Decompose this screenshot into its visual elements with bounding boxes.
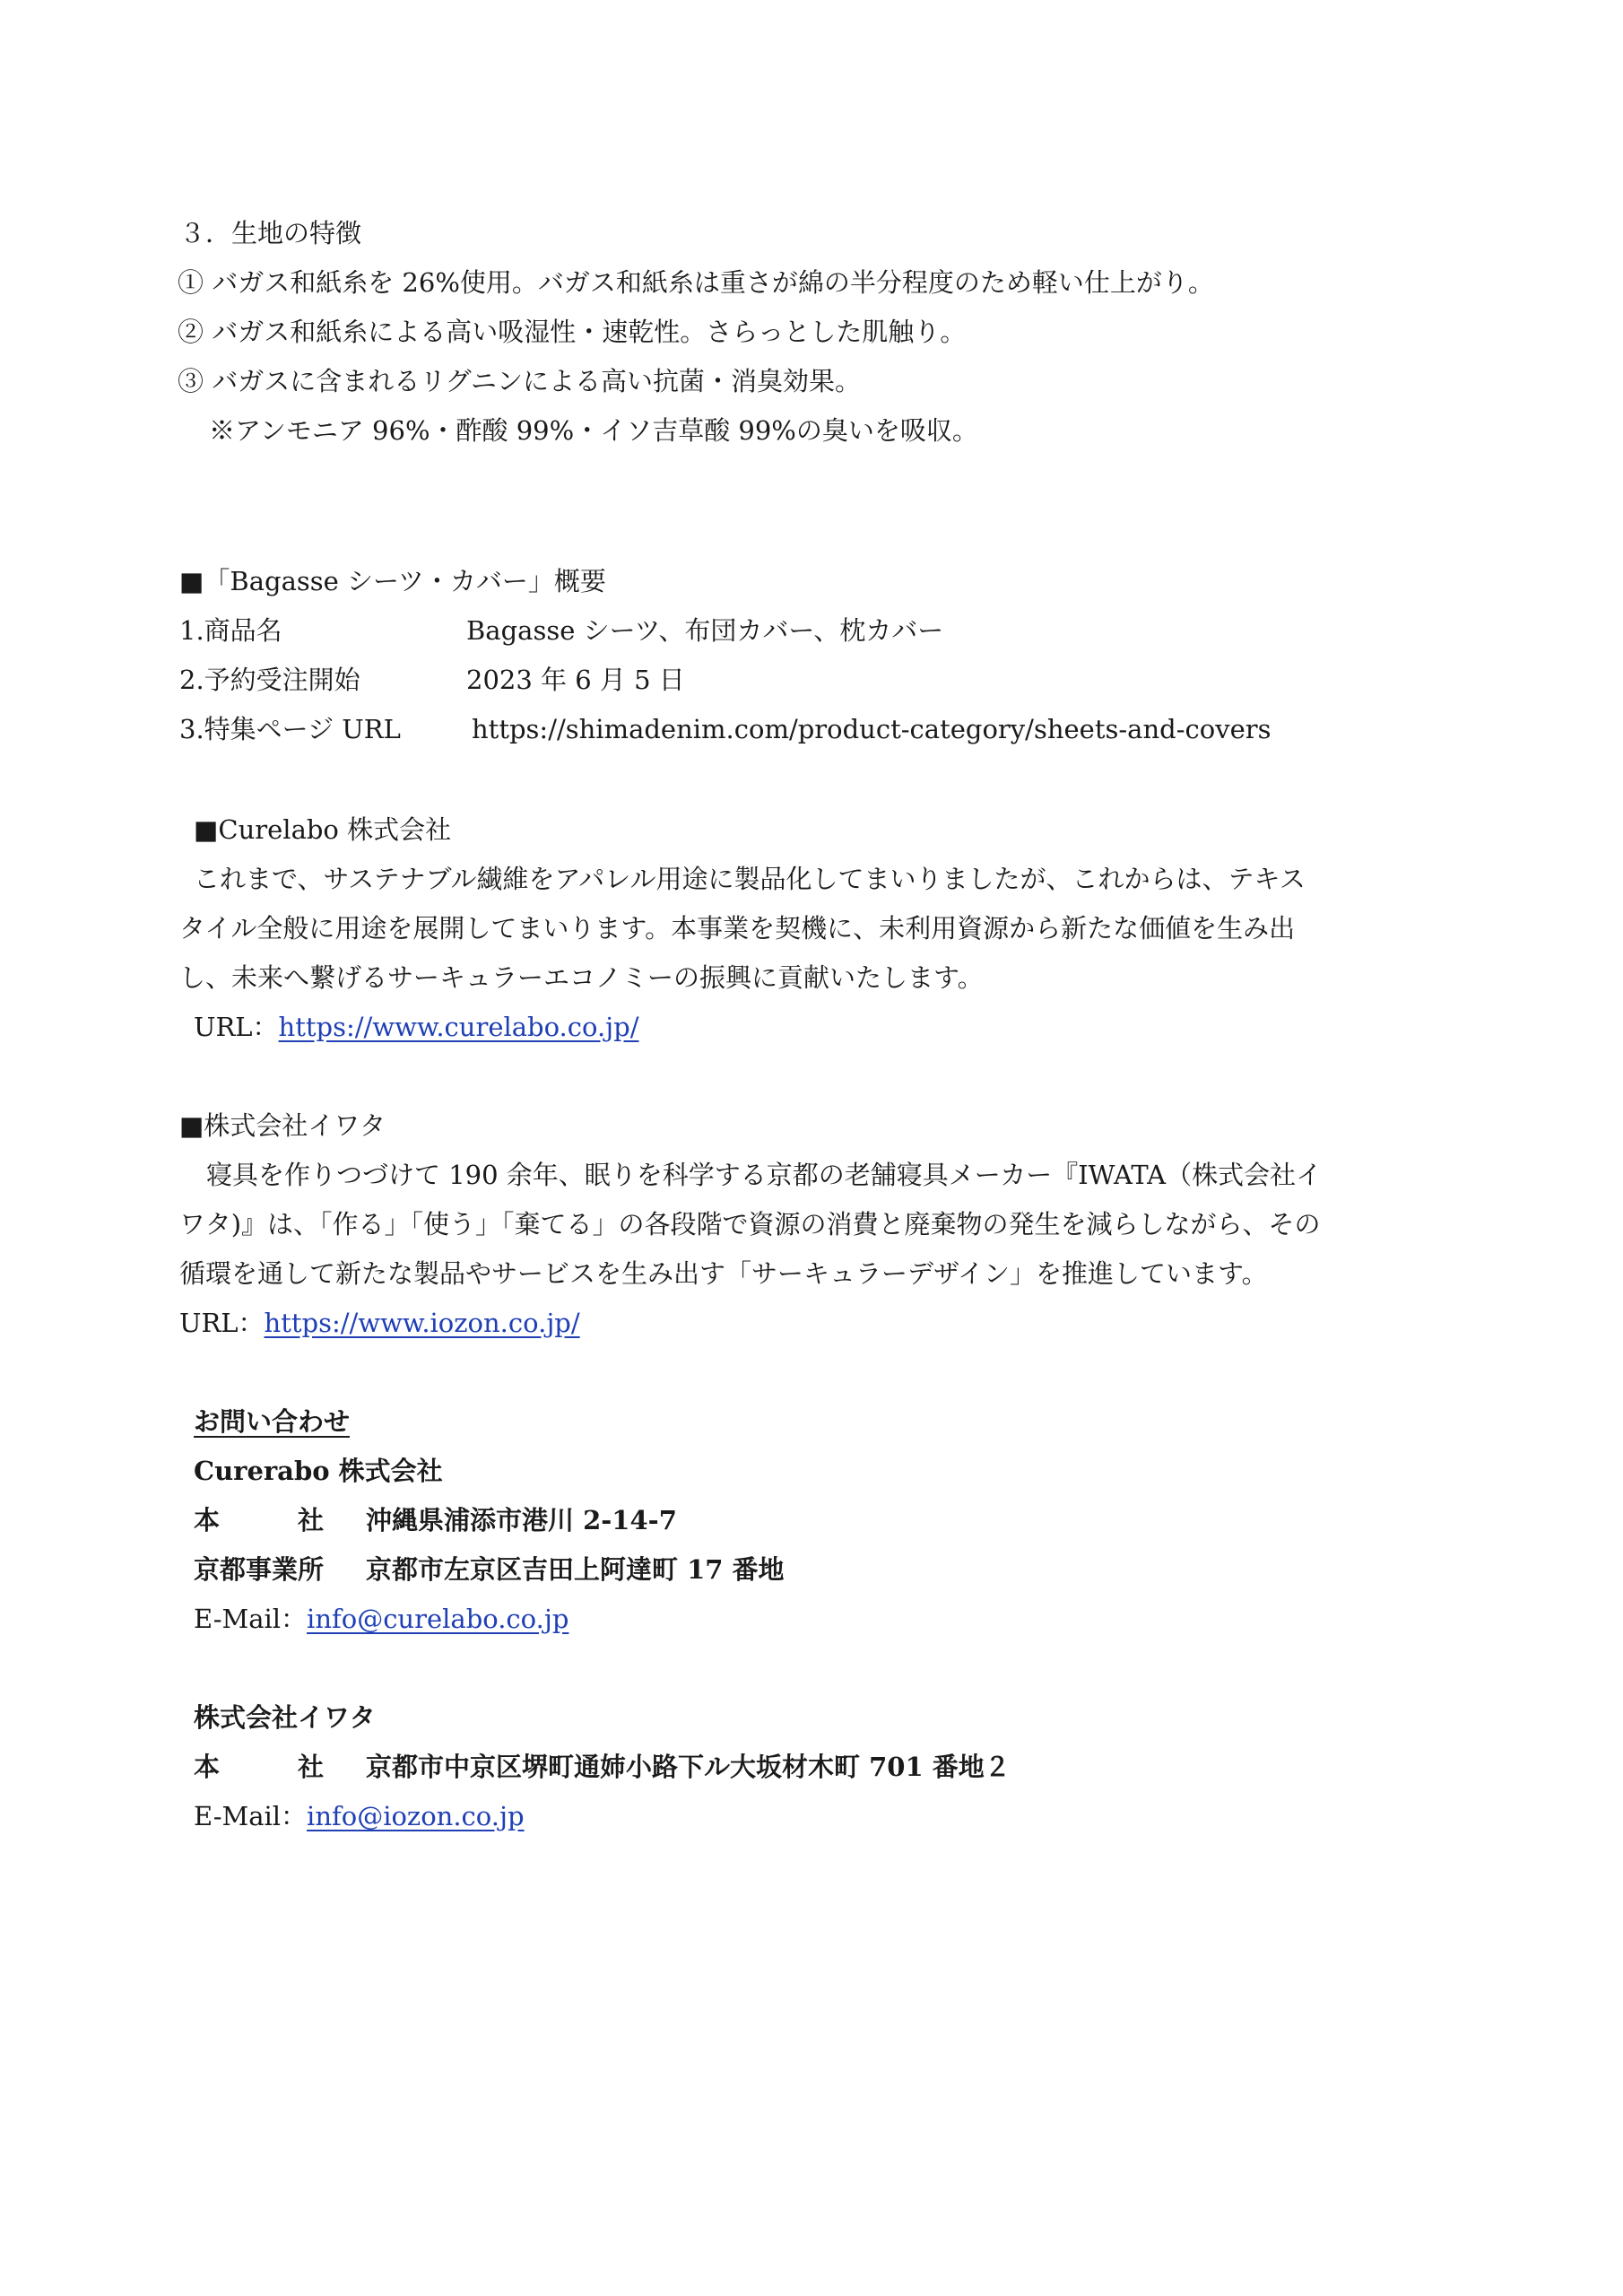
feature-item-3: ③ バガスに含まれるリグニンによる高い抗菌・消臭効果。: [178, 366, 862, 396]
contact-company1-kyoto-address: 京都市左京区吉田上阿達町 17 番地: [366, 1554, 785, 1585]
contact-company2-email-link[interactable]: info@iozon.co.jp: [307, 1801, 525, 1831]
contact-company2-name: 株式会社イワタ: [194, 1702, 376, 1733]
iwata-body-line-1: 寝具を作りつづけて 190 余年、眠りを科学する京都の老舗寝具メーカー『IWATA（株式会社イ: [206, 1160, 1323, 1190]
overview-heading: ■「Bagasse シーツ・カバー」概要: [179, 566, 606, 596]
contact-company2-hq-address: 京都市中京区堺町通姉小路下ル大坂材木町 701 番地２: [366, 1752, 1011, 1782]
iwata-url-line: [179, 1305, 580, 1341]
contact-company1-email-line: [194, 1601, 568, 1637]
overview-value-2: 2023 年 6 月 5 日: [466, 665, 685, 695]
iwata-url-link[interactable]: https://www.iozon.co.jp/: [264, 1308, 580, 1338]
curelabo-body-line-1: これまで、サステナブル繊維をアパレル用途に製品化してまいりましたが、これからは、テキス: [194, 864, 1306, 894]
curelabo-body-line-2: タイル全般に用途を展開してまいります。本事業を契機に、未利用資源から新たな価値を生み出: [179, 913, 1296, 944]
overview-value-1: Bagasse シーツ、布団カバー、枕カバー: [466, 615, 944, 646]
curelabo-body-line-3: し、未来へ繋げるサーキュラーエコノミーの振興に貢献いたします。: [179, 962, 984, 993]
curelabo-heading: ■Curelabo 株式会社: [194, 814, 452, 845]
iwata-url-label: URL：: [179, 1308, 265, 1338]
overview-label-1: 1.商品名: [179, 615, 282, 646]
contact-company1-hq-label: 本 社: [194, 1505, 325, 1535]
contact-company2-email-line: [194, 1798, 525, 1834]
contact-company1-kyoto-label: 京都事業所: [194, 1554, 325, 1585]
overview-label-3: 3.特集ページ URL: [179, 714, 401, 744]
iwata-body-line-3: 循環を通して新たな製品やサービスを生み出す「サーキュラーデザイン」を推進しています。: [179, 1258, 1268, 1289]
iwata-body-line-2: ワタ)』は、「作る」「使う」「棄てる」の各段階で資源の消費と廃棄物の発生を減らしながら、その: [179, 1209, 1321, 1239]
iwata-heading: ■株式会社イワタ: [179, 1110, 386, 1141]
overview-label-2: 2.予約受注開始: [179, 665, 360, 695]
overview-value-3: https://shimadenim.com/product-category/sheets-and-covers: [472, 714, 1271, 744]
contact-company1-name: Curerabo 株式会社: [194, 1456, 443, 1486]
feature-note: ※アンモニア 96%・酢酸 99%・イソ吉草酸 99%の臭いを吸収。: [209, 415, 978, 446]
contact-company2-hq-label: 本 社: [194, 1752, 325, 1782]
section3-heading: ３．生地の特徴: [179, 218, 362, 248]
curelabo-url-label: URL：: [194, 1012, 279, 1042]
curelabo-url-link[interactable]: https://www.curelabo.co.jp/: [278, 1012, 639, 1042]
contact-heading: お問い合わせ: [194, 1406, 351, 1437]
contact-company2-email-label: E-Mail：: [194, 1801, 308, 1831]
contact-company1-email-link[interactable]: info@curelabo.co.jp: [307, 1604, 569, 1634]
contact-company1-email-label: E-Mail：: [194, 1604, 308, 1634]
feature-item-1: ① バガス和紙糸を 26%使用。バガス和紙糸は重さが綿の半分程度のため軽い仕上がり。: [178, 267, 1214, 298]
contact-company1-hq-address: 沖縄県浦添市港川 2-14-7: [366, 1505, 677, 1535]
curelabo-url-line: [194, 1009, 639, 1045]
feature-item-2: ② バガス和紙糸による高い吸湿性・速乾性。さらっとした肌触り。: [178, 317, 967, 347]
